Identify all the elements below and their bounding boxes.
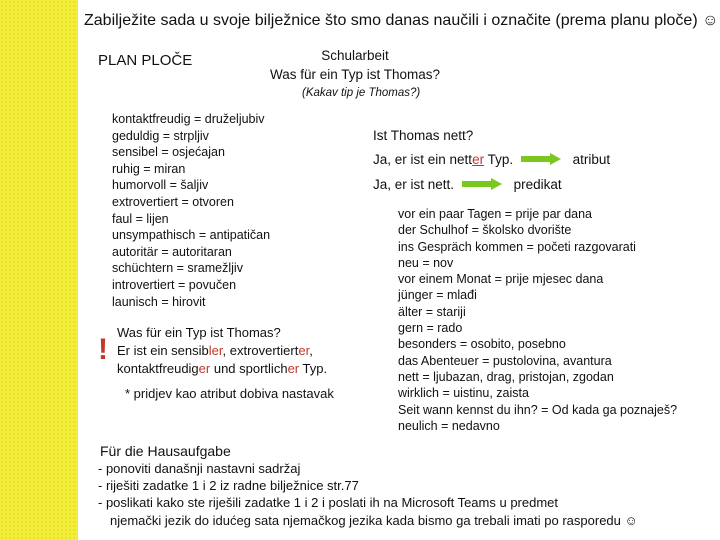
vocab-item: jünger = mlađi (398, 288, 477, 303)
example-question: Was für ein Typ ist Thomas? (117, 325, 281, 340)
ending-highlight: er (298, 343, 310, 358)
schularbeit-title: Schularbeit (321, 48, 389, 63)
vocab-item: neulich = nedavno (398, 418, 500, 433)
label-atribut: atribut (572, 152, 611, 167)
yellow-side-stripe (0, 0, 78, 540)
ending-highlight: er (472, 152, 485, 167)
vocab-item: neu = nov (398, 255, 454, 270)
vocab-item: faul = lijen (112, 211, 169, 226)
vocab-item: älter = stariji (398, 304, 466, 319)
vocab-item: ruhig = miran (112, 161, 186, 176)
example-answer-line1: Er ist ein sensibler, extrovertierter, (117, 343, 313, 358)
instruction-text: Zabilježite sada u svoje bilježnice što smo danas naučili i označite (prema planu ploče) (84, 12, 698, 29)
vocab-item: vor einem Monat = prije mjesec dana (398, 272, 604, 287)
right-question: Ist Thomas nett? (373, 128, 474, 143)
plan-title: PLAN PLOČE (98, 52, 193, 69)
vocab-item: nett = ljubazan, drag, pristojan, zgodan (398, 369, 614, 384)
answer-attribut-row: Ja, er ist ein netter Typ. atribut (373, 152, 611, 167)
homework-item: - poslikati kako ste riješili zadatke 1 i 2 i poslati ih na Microsoft Teams u predmet (98, 495, 559, 511)
vocab-list-right (398, 206, 677, 434)
homework-title: Für die Hausaufgabe (100, 443, 231, 459)
label-predikat: predikat (513, 177, 562, 192)
vocab-item: sensibel = osjećajan (112, 145, 225, 160)
homework-item: - riješiti zadatke 1 i 2 iz radne bilježnice str.77 (98, 478, 359, 494)
vocab-item: introvertiert = povučen (112, 277, 237, 292)
vocab-item: autoritär = autoritaran (112, 244, 232, 259)
answer-predikat-row: Ja, er ist nett. predikat (373, 177, 562, 192)
schularbeit-block (255, 46, 455, 84)
smiley-icon: ☺ (702, 12, 719, 29)
vocab-item: wirklich = uistinu, zaista (398, 386, 529, 401)
vocab-item: ins Gespräch kommen = početi razgovarati (398, 239, 636, 254)
schularbeit-question: Was für ein Typ ist Thomas? (269, 67, 441, 82)
vocab-item: extrovertiert = otvoren (112, 194, 234, 209)
vocab-item: unsympathisch = antipatičan (112, 228, 271, 243)
smiley-icon: ☺ (624, 512, 638, 528)
example-answer-line2: kontaktfreudiger und sportlicher Typ. (117, 361, 328, 376)
vocab-item: Seit wann kennst du ihn? = Od kada ga poznaješ? (398, 402, 678, 417)
ending-highlight: ler (208, 343, 223, 358)
ending-highlight: er (198, 361, 211, 376)
exclamation-mark: ! (98, 333, 108, 366)
homework-item: - ponoviti današnji nastavni sadržaj (98, 461, 301, 476)
example-block (117, 324, 327, 378)
green-arrow-icon (462, 178, 502, 190)
vocab-item: besonders = osobito, posebno (398, 337, 566, 352)
green-arrow-icon (521, 153, 561, 165)
vocab-item: der Schulhof = školsko dvorište (398, 223, 572, 238)
vocab-item: humorvoll = šaljiv (112, 178, 209, 193)
header-instruction (84, 11, 718, 31)
example-note: * pridjev kao atribut dobiva nastavak (125, 386, 334, 401)
vocab-item: schüchtern = sramežljiv (112, 261, 243, 276)
vocab-item: geduldig = strpljiv (112, 128, 209, 143)
schularbeit-translation: (Kakav tip je Thomas?) (302, 87, 421, 99)
vocab-item: das Abenteuer = pustolovina, avantura (398, 353, 612, 368)
homework-list (98, 460, 638, 529)
vocab-item: kontaktfreudig = druželjubiv (112, 112, 265, 126)
vocab-item: gern = rado (398, 321, 463, 336)
vocab-item: vor ein paar Tagen = prije par dana (398, 207, 593, 221)
vocab-item: launisch = hirovit (112, 294, 206, 309)
homework-item-continued: njemački jezik do idućeg sata njemačkog jezika kada bismo ga trebali imati po rasporedu ☺ (110, 512, 638, 528)
vocab-list-left (112, 111, 270, 310)
ending-highlight: er (287, 361, 300, 376)
